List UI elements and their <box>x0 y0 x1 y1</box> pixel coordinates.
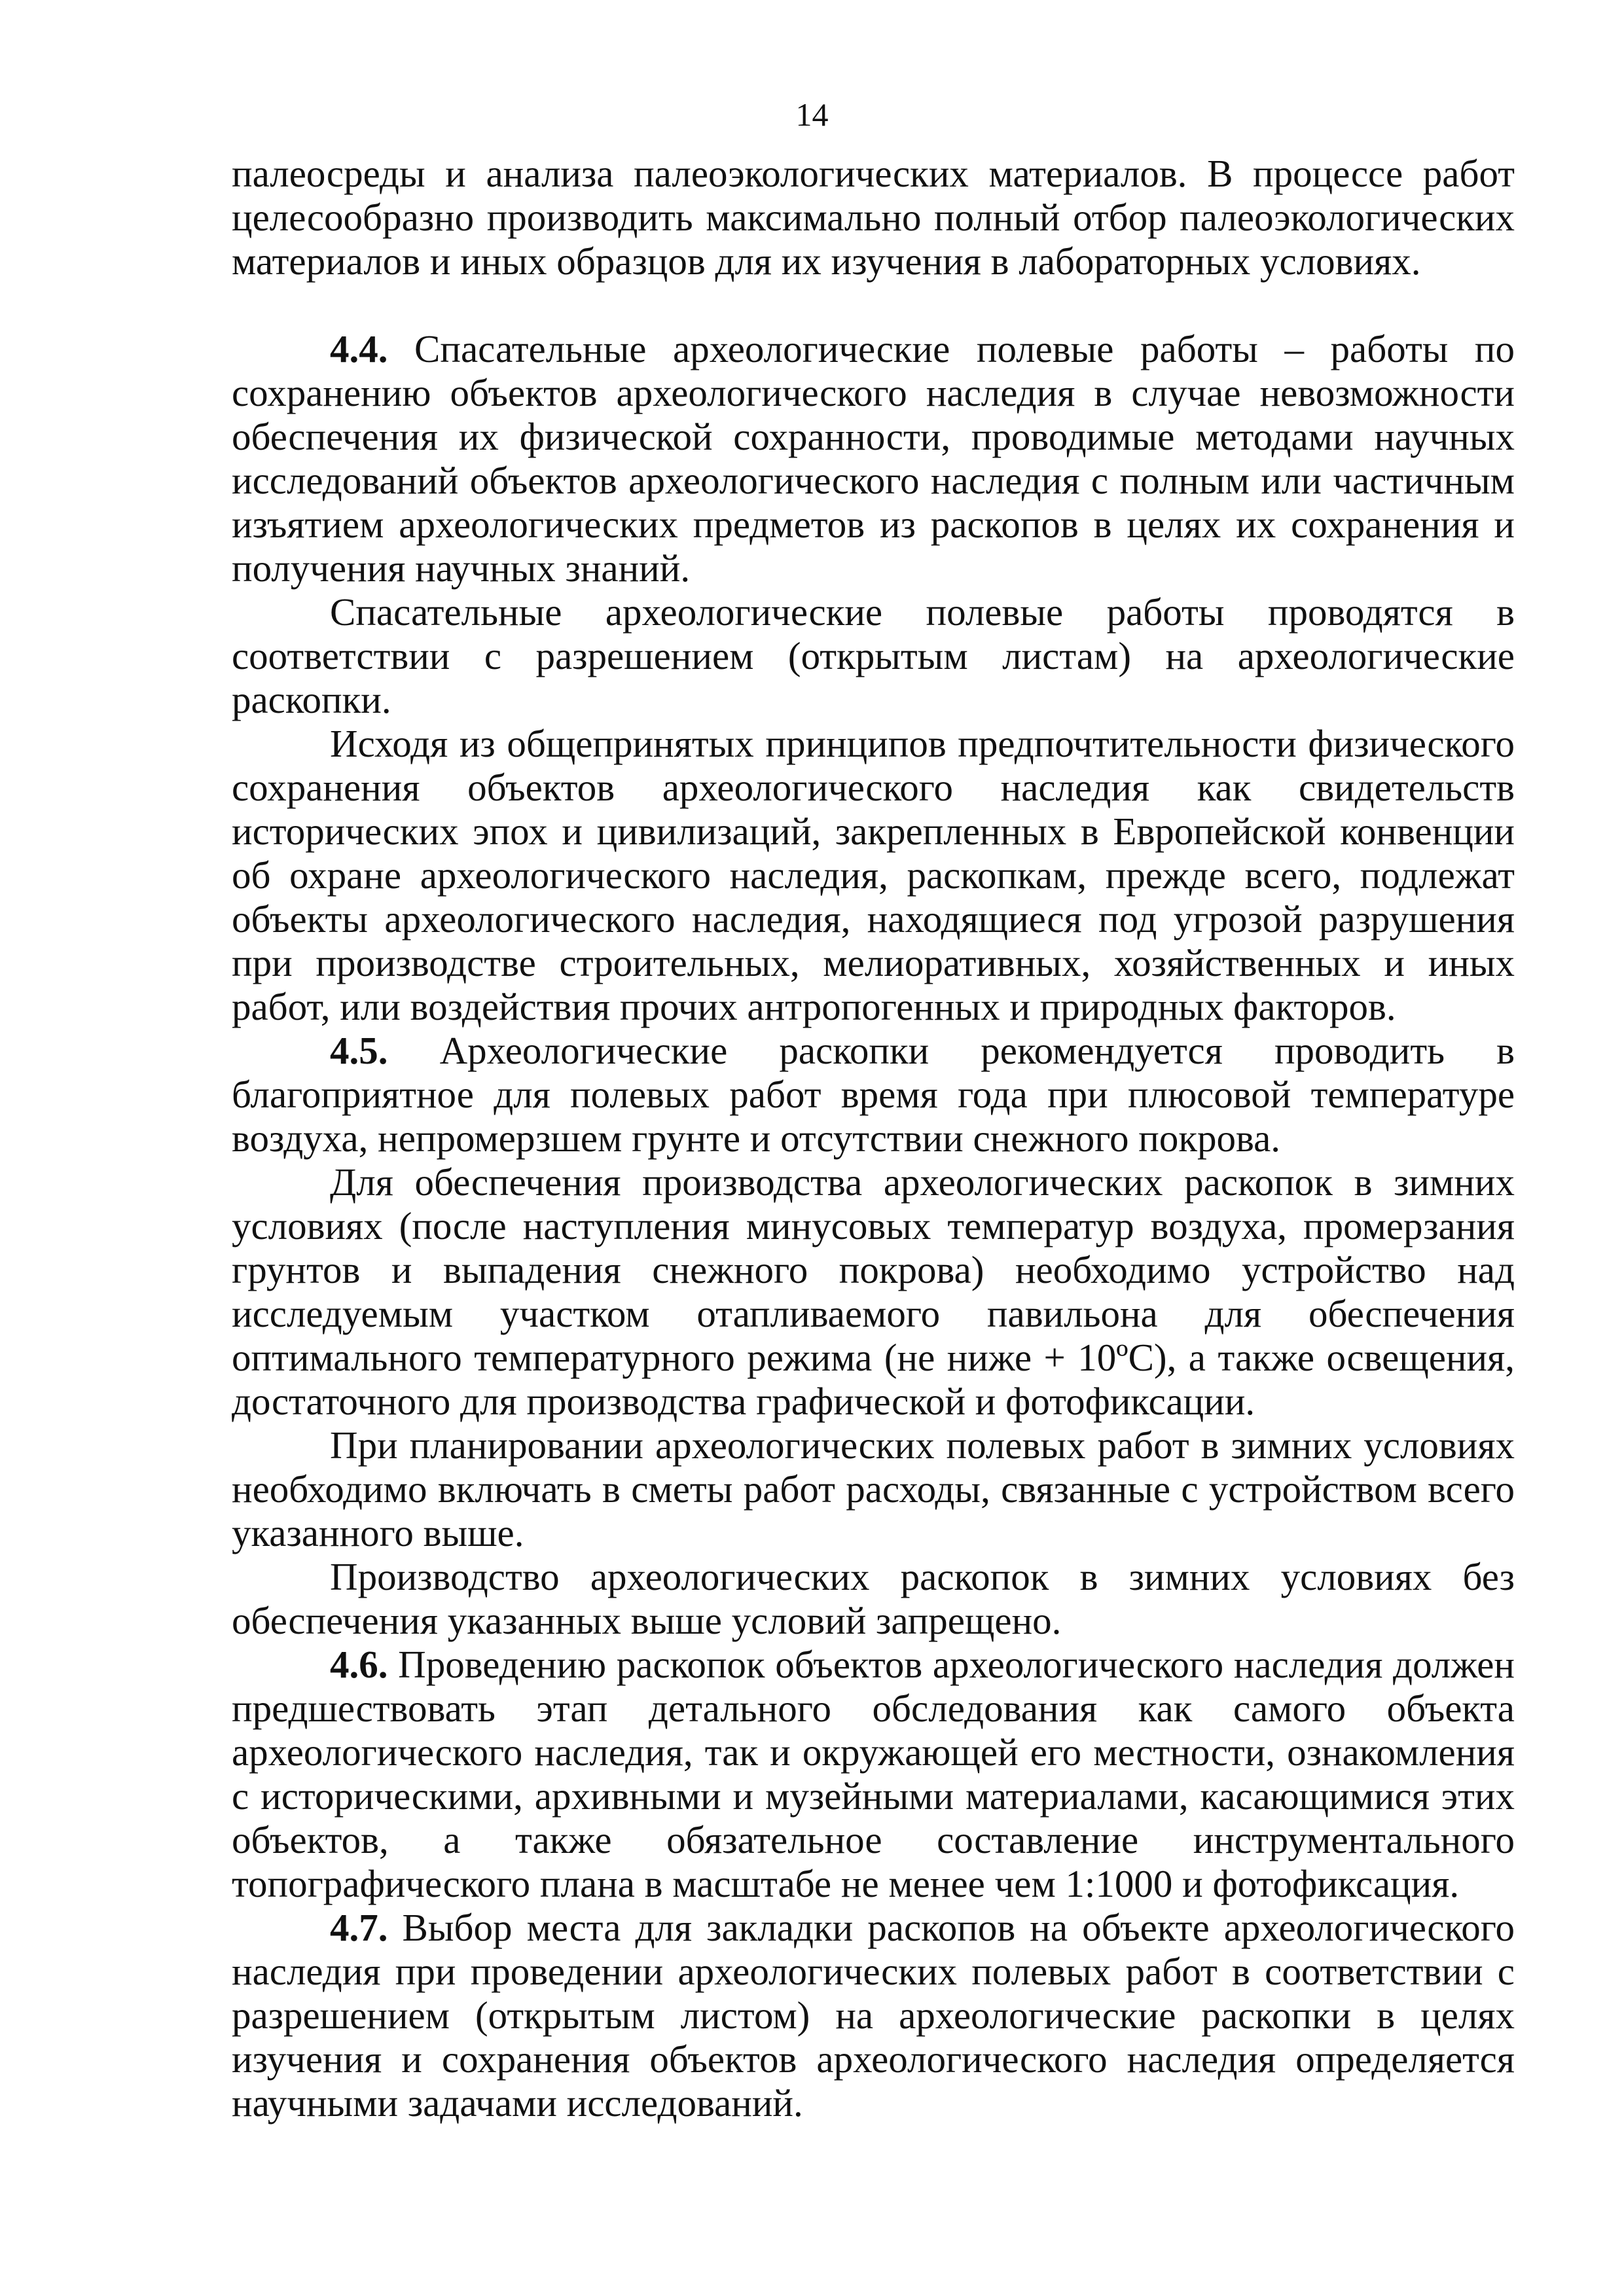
paragraph-text: При планировании археологических полевых работ в зимних условиях необходимо включать в сметы работ расходы, связанные с устройством всего указанного выше. <box>232 1424 1515 1554</box>
paragraph <box>232 1424 1515 1555</box>
document-body <box>232 152 1515 2125</box>
page-number: 14 <box>795 96 829 133</box>
paragraph-4-7 <box>232 1906 1515 2125</box>
paragraph <box>232 590 1515 722</box>
paragraph <box>232 1555 1515 1643</box>
paragraph-text: Спасательные археологические полевые работы – работы по сохранению объектов археологического наследия в случае невозможности обеспечения их физической сохранности, проводимые методами научных исследований объектов археологического наследия с полным или частичным изъятием археологических предметов из раскопов в целях их сохранения и получения научных знаний. <box>232 327 1515 590</box>
paragraph-text: Для обеспечения производства археологических раскопок в зимних условиях (после наступления минусовых температур воздуха, промерзания грунтов и выпадения снежного покрова) необходимо устройство над исследуемым участком отапливаемого павильона для обеспечения оптимального температурного режима (не ниже + 10ºС), а также освещения, достаточного для производства графической и фотофиксации. <box>232 1160 1515 1423</box>
paragraph-text: Археологические раскопки рекомендуется проводить в благоприятное для полевых работ время года при плюсовой температуре воздуха, непромерзшем грунте и отсутствии снежного покрова. <box>232 1029 1515 1160</box>
paragraph-text: Исходя из общепринятых принципов предпочтительности физического сохранения объектов археологического наследия как свидетельств исторических эпох и цивилизаций, закрепленных в Европейской конвенции об охране археологического наследия, раскопкам, прежде всего, подлежат объекты археологического наследия, находящиеся под угрозой разрушения при производстве строительных, мелиоративных, хозяйственных и иных работ, или воздействия прочих антропогенных и природных факторов. <box>232 722 1515 1028</box>
paragraph <box>232 1160 1515 1424</box>
section-number: 4.4. <box>330 327 388 370</box>
paragraph <box>232 722 1515 1029</box>
paragraph-text: Производство археологических раскопок в зимних условиях без обеспечения указанных выше условий запрещено. <box>232 1555 1515 1642</box>
paragraph-text: Проведению раскопок объектов археологического наследия должен предшествовать этап детального обследования как самого объекта археологического наследия, так и окружающей его местности, ознакомления с историческими, архивными и музейными материалами, касающимися этих объектов, а также обязательное составление инструментального топографического плана в масштабе не менее чем 1:1000 и фотофиксация. <box>232 1643 1515 1905</box>
paragraph-text: палеосреды и анализа палеоэкологических материалов. В процессе работ целесообразно производить максимально полный отбор палеоэкологических материалов и иных образцов для их изучения в лабораторных условиях. <box>232 152 1515 283</box>
paragraph-text: Выбор места для закладки раскопов на объекте археологического наследия при проведении археологических полевых работ в соответствии с разрешением (открытым листом) на археологические раскопки в целях изучения и сохранения объектов археологического наследия определяется научными задачами исследований. <box>232 1906 1515 2125</box>
section-number: 4.7. <box>330 1906 388 1949</box>
paragraph-4-4 <box>232 327 1515 590</box>
paragraph-continuation <box>232 152 1515 283</box>
paragraph-text: Спасательные археологические полевые работы проводятся в соответствии с разрешением (открытым листам) на археологические раскопки. <box>232 590 1515 721</box>
paragraph-4-6 <box>232 1643 1515 1906</box>
paragraph-4-5 <box>232 1029 1515 1160</box>
section-number: 4.6. <box>330 1643 388 1686</box>
section-number: 4.5. <box>330 1029 388 1072</box>
